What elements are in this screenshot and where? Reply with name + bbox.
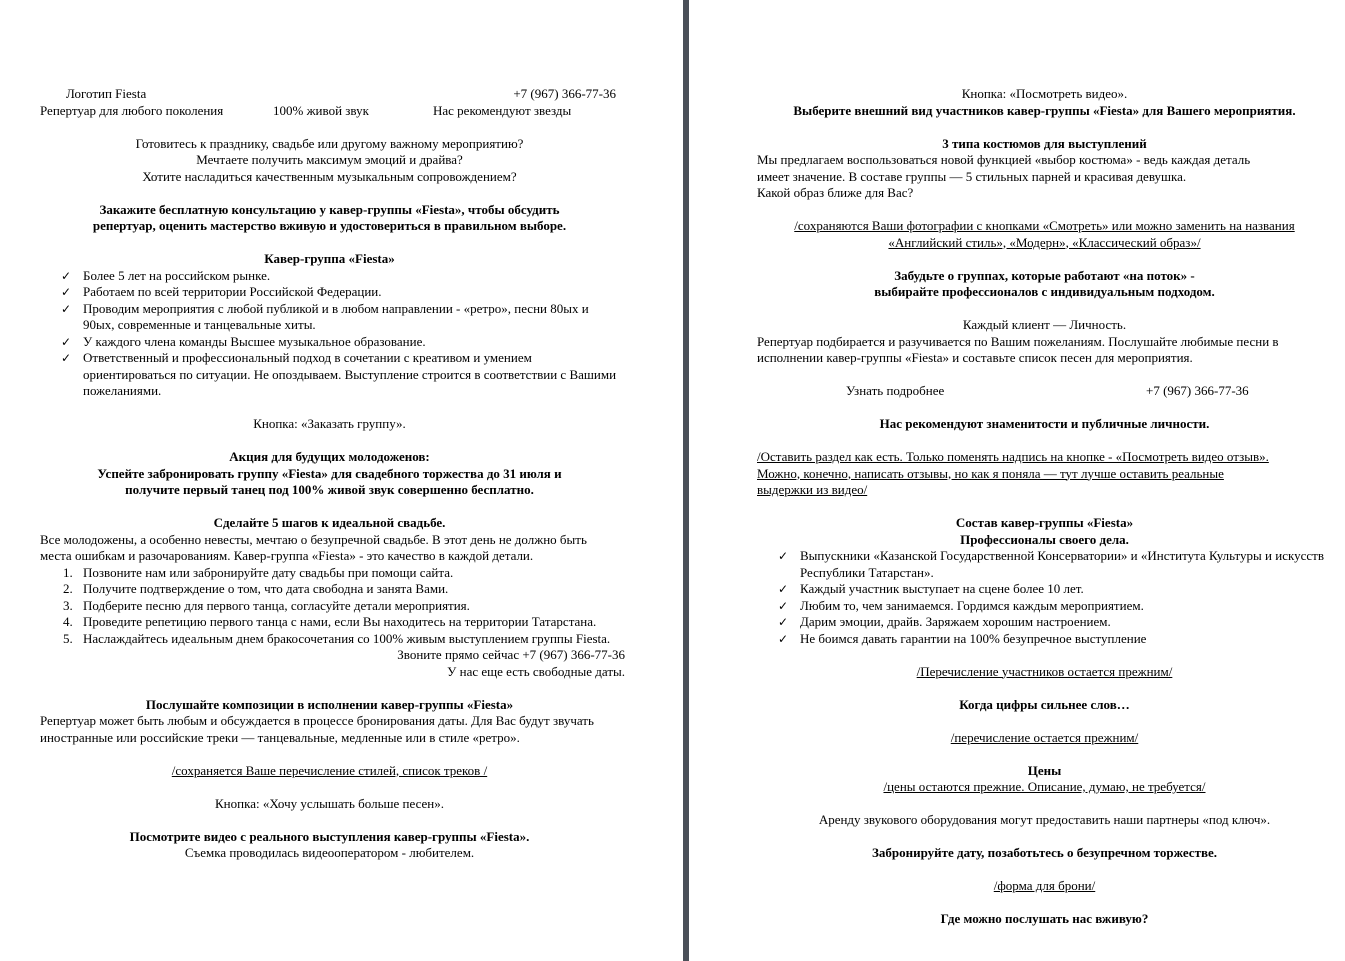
costume-text-1: Мы предлагаем воспользоваться новой функцией «выбор костюма» - ведь каждая деталь [757, 152, 1251, 167]
listen-title: Послушайте композиции в исполнении кавер-группы «Fiesta» [145, 696, 514, 712]
call-now: Звоните прямо сейчас +7 (967) 366-77-36 [397, 647, 625, 662]
list-item [63, 614, 619, 631]
prices-note: /цены остаются прежние. Описание, думаю, не требуется/ [883, 779, 1206, 794]
steps-title: Сделайте 5 шагов к идеальной свадьбе. [213, 515, 446, 530]
live-title: Где можно послушать нас вживую? [940, 911, 1149, 926]
list-item: ✓ Дарим эмоции, драйв. Заряжаем хорошим настроением. [800, 614, 1332, 631]
costume-text-2: имеет значение. В составе группы — 5 стильных парней и красивая девушка. [757, 168, 1187, 184]
video-subtitle: Съемка проводилась видеооператором - любителем. [184, 845, 475, 860]
free-dates: У нас еще есть свободные даты. [447, 663, 625, 679]
step-text: Получите подтверждение о том, что дата свободна и занята Вами. [83, 581, 449, 596]
celebs-note-1: /Оставить раздел как есть. Только поменять надпись на кнопке - «Посмотреть видео отзыв». [757, 449, 1269, 464]
steps-list [40, 565, 619, 648]
more-songs-button-note: Кнопка: «Хочу услышать больше песен». [215, 795, 444, 811]
lineup-list [757, 548, 1332, 647]
list-item: ✓ Каждый участник выступает на сцене более 10 лет. [800, 581, 1332, 598]
listen-note: /сохраняется Ваше перечисление стилей, список треков / [171, 762, 488, 778]
document-page-right [689, 0, 1345, 961]
list-item: ✓ Не боимся давать гарантии на 100% безупречное выступление [800, 631, 1332, 648]
list-item [63, 564, 619, 582]
lineup-note: /Перечисление участников остается прежним/ [916, 663, 1173, 679]
contact-phone: +7 (967) 366-77-36 [1146, 383, 1249, 398]
step-text: Наслаждайтесь идеальным днем бракосочетания со 100% живым выступлением группы Fiesta. [83, 630, 611, 646]
step-text: Проведите репетицию первого танца с нами, если Вы находитесь на территории Татарстана. [83, 614, 597, 629]
list-item: ✓ Работаем по всей территории Российской Федерации. [83, 284, 619, 301]
header-tag-live-sound: 100% живой звук [273, 102, 369, 118]
steps-intro: Все молодожены, а особенно невесты, мечтаю о безупречной свадьбе. В этот день не должно быть места ошибкам и разочарованиям. Кавер-группа «Fiesta» - это качество в каждой детали. [40, 531, 587, 563]
list-item: ✓ Проводим мероприятия с любой публикой и в любом направлении - «ретро», песни 80ых и 90ых, современные и танцевальные хиты. [83, 301, 619, 334]
video-title: Посмотрите видео с реального выступления кавер-группы «Fiesta». [129, 828, 530, 844]
consult-line-2: репертуар, оценить мастерство вживую и удостовериться в правильном выборе. [92, 218, 567, 233]
step-number: 3. [63, 597, 73, 613]
costume-note-2: «Английский стиль», «Модерн», «Классический образ»/ [888, 234, 1201, 250]
lineup-title: Состав кавер-группы «Fiesta» [955, 515, 1134, 530]
costume-title: 3 типа костюмов для выступлений [942, 135, 1147, 151]
promo-line-1: Успейте забронировать группу «Fiesta» для свадебного торжества до 31 июля и [97, 465, 562, 481]
pro-title-2: выбирайте профессионалов с индивидуальным подходом. [874, 284, 1215, 299]
list-item [63, 597, 619, 615]
logo-placeholder: Логотип Fiesta [66, 86, 147, 101]
step-number: 4. [63, 614, 73, 629]
learn-more-row [757, 383, 1332, 400]
promo-title: Акция для будущих молодоженов: [229, 449, 430, 464]
numbers-title: Когда цифры сильнее слов… [959, 696, 1130, 712]
video-button-note: Кнопка: «Посмотреть видео». [961, 86, 1128, 101]
intro-line-2: Мечтаете получить максимум эмоций и драйва? [196, 152, 463, 167]
learn-more-link: Узнать подробнее [846, 383, 945, 398]
client-line: Каждый клиент — Личность. [962, 317, 1127, 332]
step-number: 2. [63, 581, 73, 596]
listen-text: Репертуар может быть любым и обсуждается в процессе бронирования даты. Для Вас будут звучать иностранные или российские треки — танцевальные, медленные или в стиле «ретро». [40, 713, 594, 745]
list-item [63, 630, 619, 648]
header-row-2 [40, 103, 619, 120]
promo-line-2: получите первый танец под 100% живой звук совершенно бесплатно. [125, 482, 534, 497]
celebs-note-2: Можно, конечно, написать отзывы, но как я поняла — тут лучше оставить реальные [757, 465, 1224, 481]
look-title: Выберите внешний вид участников кавер-группы «Fiesta» для Вашего мероприятия. [793, 102, 1296, 118]
intro-line-3: Хотите насладиться качественным музыкальным сопровождением? [142, 168, 517, 184]
list-item: ✓ Более 5 лет на российском рынке. [83, 268, 619, 285]
numbers-note: /перечисление остается прежним/ [950, 729, 1139, 745]
form-note: /форма для брони/ [993, 878, 1096, 893]
header-row-1 [40, 86, 619, 103]
lineup-subtitle: Профессионалы своего дела. [960, 531, 1129, 547]
list-item: ✓ У каждого члена команды Высшее музыкальное образование. [83, 334, 619, 351]
list-item: ✓ Выпускники «Казанской Государственной Консерватории» и «Института Культуры и искусств Республики Татарстан». [800, 548, 1332, 581]
repertoire-text: Репертуар подбирается и разучивается по Вашим пожеланиям. Послушайте любимые песни в исполнении кавер-группы «Fiesta» и составьте список песен для мероприятия. [757, 333, 1279, 365]
header-phone: +7 (967) 366-77-36 [513, 86, 616, 101]
step-number: 1. [63, 564, 73, 580]
rent-text: Аренду звукового оборудования могут предоставить наши партнеры «под ключ». [818, 812, 1271, 827]
list-item: ✓ Ответственный и профессиональный подход в сочетании с креативом и умением ориентироваться по ситуации. Не опоздываем. Выступление строится в соответствии с Вашими пожеланиями. [83, 350, 619, 400]
consult-line-1: Закажите бесплатную консультацию у кавер-группы «Fiesta», чтобы обсудить [99, 201, 560, 217]
group-advantages-list [40, 268, 619, 400]
list-item [63, 581, 619, 598]
intro-line-1: Готовитесь к празднику, свадьбе или другому важному мероприятию? [135, 135, 524, 151]
book-title: Забронируйте дату, позаботьтесь о безупречном торжестве. [872, 845, 1217, 860]
list-item: ✓ Любим то, чем занимаемся. Гордимся каждым мероприятием. [800, 598, 1332, 615]
pro-title-1: Забудьте о группах, которые работают «на поток» - [894, 267, 1195, 283]
celebs-title: Нас рекомендуют знаменитости и публичные личности. [879, 416, 1210, 431]
order-button-note: Кнопка: «Заказать группу». [253, 416, 406, 431]
header-tag-repertoire: Репертуар для любого поколения [40, 102, 224, 118]
prices-title: Цены [1027, 762, 1062, 778]
step-text: Подберите песню для первого танца, согласуйте детали мероприятия. [83, 597, 470, 613]
costume-note-1: /сохраняются Ваши фотографии с кнопками «Смотреть» или можно заменить на названия [794, 218, 1295, 233]
costume-text-3: Какой образ ближе для Вас? [757, 185, 914, 200]
celebs-note-3: выдержки из видео/ [757, 482, 868, 497]
step-text: Позвоните нам или забронируйте дату свадьбы при помощи сайта. [83, 564, 454, 580]
header-tag-stars: Нас рекомендуют звезды [433, 102, 572, 118]
step-number: 5. [63, 630, 73, 646]
group-title: Кавер-группа «Fiesta» [264, 251, 395, 266]
